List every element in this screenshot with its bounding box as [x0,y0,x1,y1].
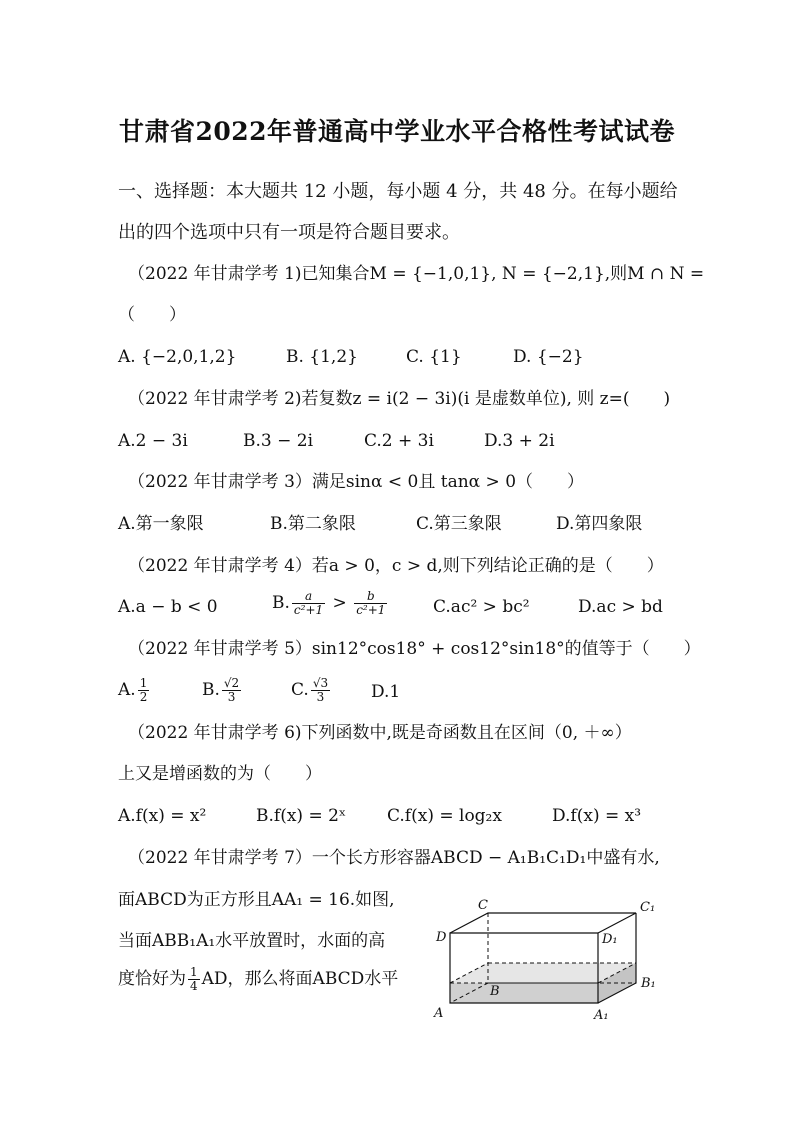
q7-line4-prefix: 度恰好为 [118,969,186,989]
q7-frac-den: 4 [190,979,198,993]
q4-b-den2: c²+1 [356,603,386,617]
box-top-edges [450,913,636,933]
section-heading-line1: 一、选择题：本大题共 12 小题，每小题 4 分，共 48 分。在每小题给 [118,181,678,202]
q5-c-den: 3 [316,690,325,704]
q7-frac-num: 1 [190,965,198,979]
q4-option-b-prefix: B. [272,593,290,613]
q7-text-line3: 当面ABB₁A₁水平放置时，水面的高 [118,931,386,951]
q6-option-c: C.f(x) = log₂x [387,806,502,826]
q4-b-num1: a [292,590,325,604]
label-a: A [434,1006,444,1021]
q2-option-c: C.2 + 3i [364,431,434,451]
water-front-face [450,983,598,1003]
q5-c-prefix: C. [291,680,309,700]
q3-option-d: D.第四象限 [556,514,643,534]
q3-option-c: C.第三象限 [416,514,502,534]
q6-text-line2: 上又是增函数的为（ ） [118,764,322,784]
q6-option-b: B.f(x) = 2ˣ [256,806,347,826]
q7-text-line2: 面ABCD为正方形且AA₁ = 16.如图, [118,890,395,910]
q3-option-a: A.第一象限 [118,514,204,534]
label-d: D [436,930,447,945]
q2-text: （2022 年甘肃学考 2)若复数z = i(2 − 3i)(i 是虚数单位), 则 z=( ) [128,389,671,409]
q5-a-den: 2 [139,690,148,704]
q7-text-line4 [118,966,398,993]
q6-option-a: A.f(x) = x² [118,806,207,826]
q5-b-prefix: B. [202,680,220,700]
q6-text-line1: （2022 年甘肃学考 6)下列函数中,既是奇函数且在区间（0, ＋∞） [128,723,632,743]
q1-option-c: C. {1} [406,347,462,367]
q5-option-c [291,677,332,704]
q5-a-prefix: A. [118,680,136,700]
q1-option-d: D. {−2} [513,347,584,367]
q5-text: （2022 年甘肃学考 5）sin12°cos18° + cos12°sin18°的值等于（ ） [128,639,701,659]
label-c1: C₁ [640,900,656,915]
q4-option-d: D.ac > bd [578,597,663,617]
q5-a-num: 1 [139,676,148,690]
q1-blank: （ ） [118,305,186,325]
q4-b-gt: > [332,593,347,613]
q1-text: （2022 年甘肃学考 1)已知集合M = {−1,0,1}, N = {−2,1},则M ∩ N = [128,264,705,284]
q7-text-line1: （2022 年甘肃学考 7）一个长方形容器ABCD − A₁B₁C₁D₁中盛有水, [128,848,660,868]
q4-b-den1: c²+1 [293,603,324,617]
page-title: 甘肃省2022年普通高中学业水平合格性考试试卷 [118,117,676,146]
q5-b-num: √2 [223,676,240,690]
q3-text: （2022 年甘肃学考 3）满足sinα < 0且 tanα > 0（ ） [128,472,585,492]
q6-option-d: D.f(x) = x³ [552,806,642,826]
q1-option-a: A. {−2,0,1,2} [118,347,237,367]
label-a1: A₁ [594,1008,609,1023]
q2-option-d: D.3 + 2i [484,431,555,451]
q5-option-b [202,677,243,704]
q5-b-den: 3 [227,690,236,704]
q2-option-a: A.2 − 3i [118,431,188,451]
q4-option-a: A.a − b < 0 [118,597,218,617]
label-b: B [490,984,500,999]
container-figure [428,895,668,1030]
q3-option-b: B.第二象限 [270,514,356,534]
q5-c-num: √3 [312,676,329,690]
q4-option-c: C.ac² > bc² [433,597,530,617]
q4-text: （2022 年甘肃学考 4）若a > 0，c > d,则下列结论正确的是（ ） [128,556,664,576]
q2-option-b: B.3 − 2i [243,431,314,451]
q7-line4-suffix: AD，那么将面ABCD水平 [201,969,399,989]
q5-option-d: D.1 [371,682,401,702]
q5-option-a [118,677,151,704]
q1-option-b: B. {1,2} [286,347,358,367]
section-heading-line2: 出的四个选项中只有一项是符合题目要求。 [118,222,460,243]
q4-option-b [272,590,389,617]
label-b1: B₁ [641,976,656,991]
label-c: C [478,898,488,913]
q4-b-num2: b [354,590,387,604]
label-d1: D₁ [602,932,618,947]
